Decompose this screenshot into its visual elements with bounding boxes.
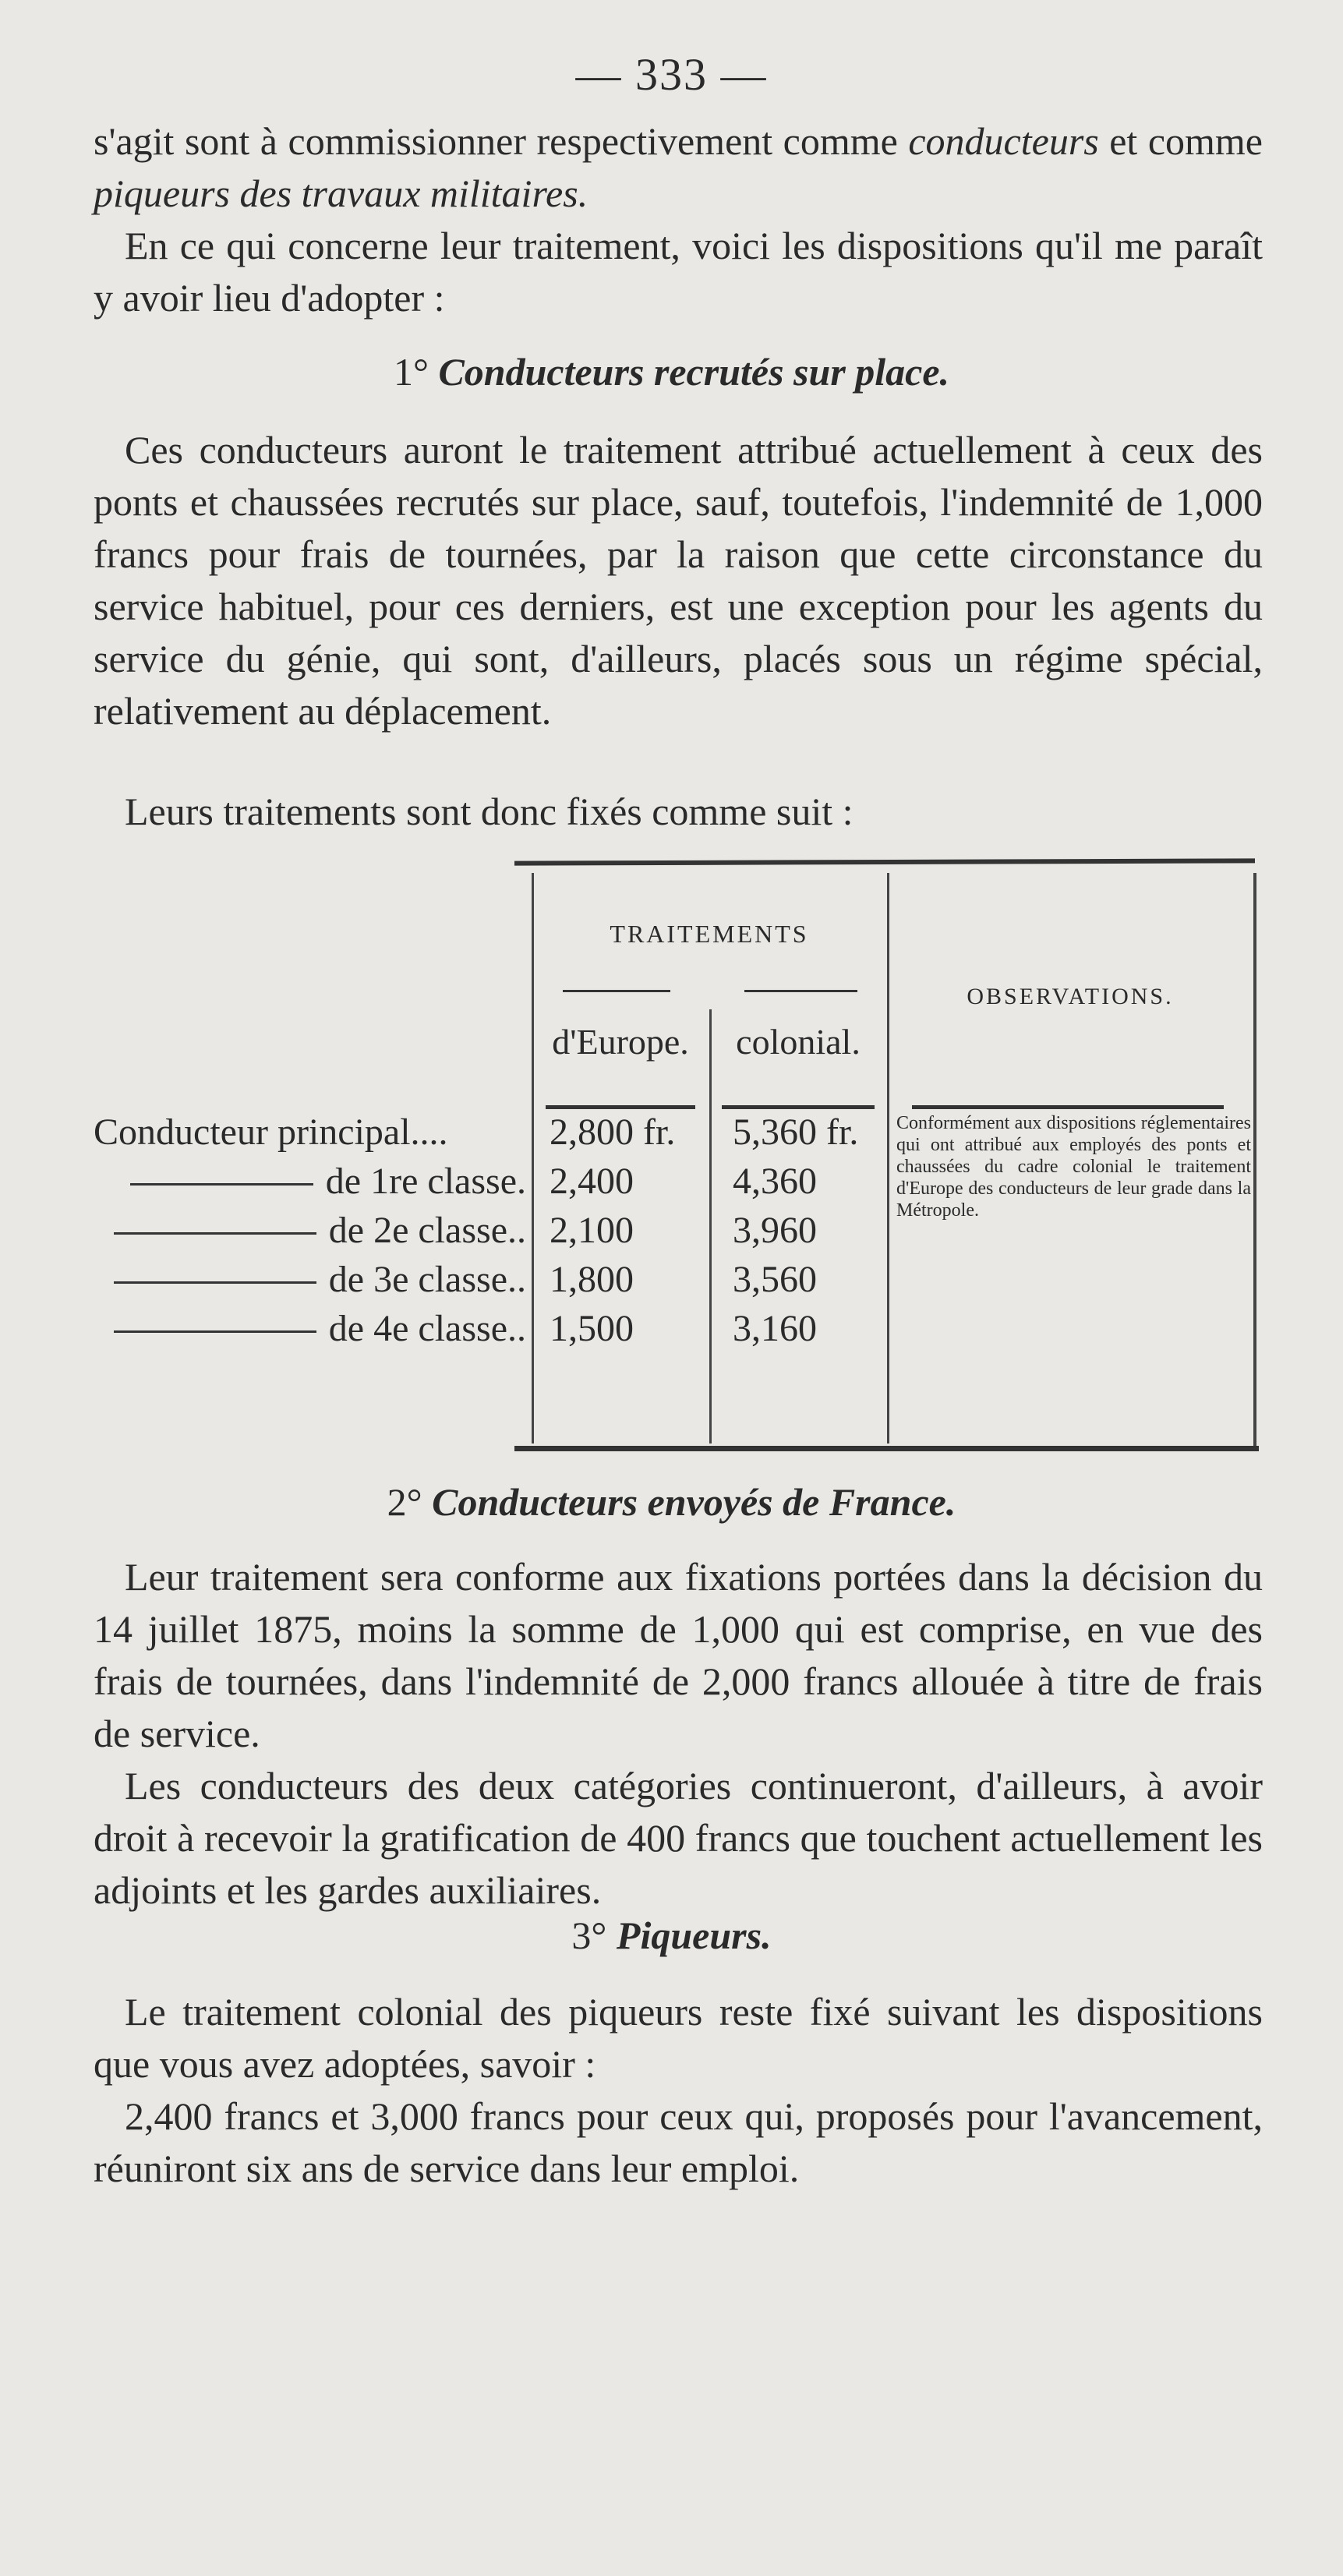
section-2-text: Leur traitement sera conforme aux fixations portées dans la décision du 14 juillet 1875, moins la somme de 1,000 qui est comprise, en vue des frais de tournées, dans l'indemnité de 2,000 francs allouée à titre de frais de service.: [94, 1555, 1263, 1755]
final-paragraph: [94, 2090, 1263, 2195]
brace-left: [563, 990, 670, 992]
cell-europe-2: 2,100: [550, 1210, 634, 1251]
header-colonial: colonial.: [736, 1022, 861, 1062]
row-label-4: de 4e classe..: [0, 1307, 526, 1351]
table-bottom-rule: [514, 1446, 1259, 1451]
observation-text: Conformément aux dispositions réglementaires qui ont attribué aux employés des ponts et chaussées du cadre colonial le traitement d'Europe des conducteurs de leur grade dans la Métropole.: [896, 1113, 1251, 1221]
cell-europe-1: 2,400: [550, 1161, 634, 1202]
cell-colonial-4: 3,160: [733, 1308, 817, 1349]
cell-colonial-0: 5,360 fr.: [733, 1111, 859, 1153]
section-2-paragraph: [94, 1551, 1263, 1760]
cell-colonial-3: 3,560: [733, 1259, 817, 1300]
table-right-border: [1253, 873, 1256, 1450]
intro-text-1: s'agit sont à commissionner respectivement comme: [94, 119, 909, 163]
section-1-heading: [0, 349, 1343, 394]
header-traitements: TRAITEMENTS: [610, 920, 809, 948]
section-3-heading: [0, 1913, 1343, 1958]
row-label-1: de 1re classe.: [0, 1160, 526, 1203]
table-col-divider-3: [887, 873, 889, 1443]
brace-right: [744, 990, 857, 992]
section-1-title: Conducteurs recrutés sur place.: [438, 350, 950, 394]
final-text: 2,400 francs et 3,000 francs pour ceux qui, proposés pour l'avancement, réuniront six ans de service dans leur emploi.: [94, 2094, 1263, 2190]
fixes-text: Leurs traitements sont donc fixés comme suit :: [125, 790, 854, 833]
section-3-title: Piqueurs.: [616, 1913, 772, 1957]
header-rule-colonial: [722, 1105, 875, 1109]
fixes-paragraph: [94, 786, 1263, 838]
section-2-heading: [0, 1479, 1343, 1525]
section-1-paragraph: [94, 424, 1263, 737]
traitement-paragraph: [94, 220, 1263, 324]
header-rule-europe: [546, 1105, 695, 1109]
section-3-text: Le traitement colonial des piqueurs reste fixé suivant les dispositions que vous avez adoptées, savoir :: [94, 1990, 1263, 2086]
header-europe: d'Europe.: [552, 1022, 689, 1062]
cell-colonial-2: 3,960: [733, 1210, 817, 1251]
section-2-number: 2°: [387, 1480, 422, 1524]
table-col-divider-1: [532, 873, 534, 1443]
table-top-rule: [514, 858, 1255, 865]
row-label-principal: Conducteur principal....: [94, 1111, 448, 1153]
gratification-text: Les conducteurs des deux catégories continueront, d'ailleurs, à avoir droit à recevoir la gratification de 400 francs que touchent actuellement les adjoints et les gardes auxiliaires.: [94, 1764, 1263, 1912]
table-col-divider-2: [709, 1009, 712, 1443]
cell-europe-4: 1,500: [550, 1308, 634, 1349]
section-1-text: Ces conducteurs auront le traitement attribué actuellement à ceux des ponts et chaussées recrutés sur place, sauf, toutefois, l'indemnité de 1,000 francs pour frais de tournées, par la raison que cette circonstance du service habituel, pour ces derniers, est une exception pour les agents du service du génie, qui sont, d'ailleurs, placés sous un régime spécial, relativement au déplacement.: [94, 428, 1263, 733]
header-rule-obs: [912, 1105, 1224, 1109]
header-observations: OBSERVATIONS.: [967, 984, 1174, 1009]
cell-europe-3: 1,800: [550, 1259, 634, 1300]
row-label-2: de 2e classe..: [0, 1209, 526, 1253]
cell-colonial-1: 4,360: [733, 1161, 817, 1202]
section-3-number: 3°: [571, 1913, 607, 1957]
page-number: — 333 —: [575, 49, 768, 100]
row-label-3: de 3e classe..: [0, 1258, 526, 1302]
section-1-number: 1°: [393, 350, 429, 394]
intro-text-2: et comme: [1098, 119, 1263, 163]
cell-europe-0: 2,800 fr.: [550, 1111, 676, 1153]
section-2-title: Conducteurs envoyés de France.: [432, 1480, 956, 1524]
section-3-paragraph: [94, 1986, 1263, 2090]
traitement-text: En ce qui concerne leur traitement, voici les dispositions qu'il me paraît y avoir lieu d'adopter :: [94, 224, 1263, 320]
gratification-paragraph: [94, 1760, 1263, 1917]
intro-emphasis-1: conducteurs: [908, 119, 1099, 163]
intro-paragraph: [94, 115, 1263, 220]
intro-emphasis-2: piqueurs des travaux militaires.: [94, 171, 588, 215]
